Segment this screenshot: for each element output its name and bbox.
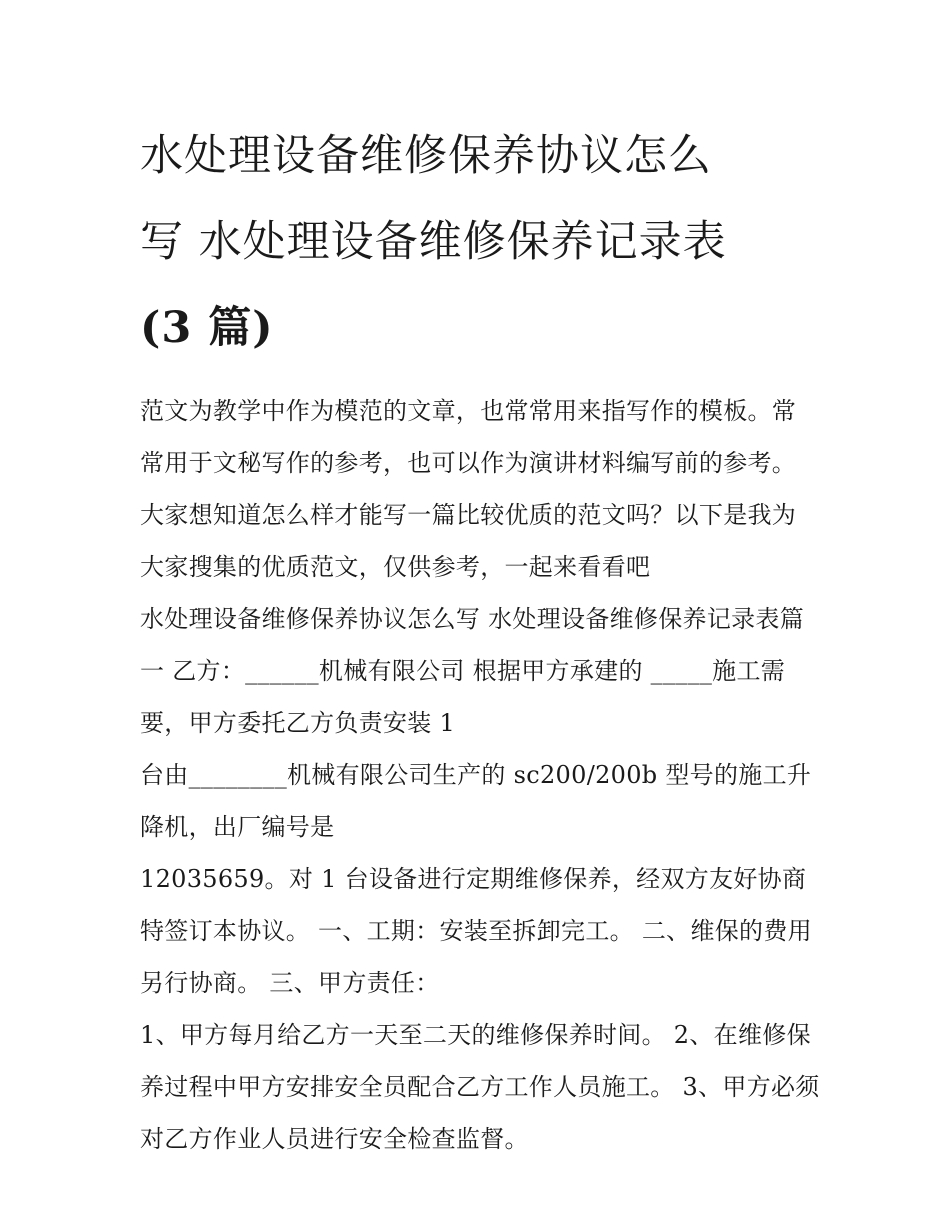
title-line-1: 水处理设备维修保养协议怎么	[140, 131, 712, 181]
document-content	[140, 113, 820, 1165]
paragraph-terms: 12035659。对 1 台设备进行定期维修保养，经双方友好协商特签订本协议。 一、工期：安装至拆卸完工。 二、维保的费用另行协商。 三、甲方责任：	[140, 865, 812, 997]
paragraph-equipment: 台由________机械有限公司生产的 sc200/200b 型号的施工升降机，出厂编号是	[140, 761, 812, 841]
title-line-2: 写 水处理设备维修保养记录表	[140, 217, 727, 267]
paragraph-responsibilities: 1、甲方每月给乙方一天至二天的维修保养时间。 2、在维修保养过程中甲方安排安全员配合乙方工作人员施工。 3、甲方必须对乙方作业人员进行安全检查监督。	[140, 1021, 820, 1153]
document-title	[140, 113, 820, 371]
paragraph-intro: 范文为教学中作为模范的文章，也常常用来指写作的模板。常常用于文秘写作的参考，也可以作为演讲材料编写前的参考。大家想知道怎么样才能写一篇比较优质的范文吗？以下是我为大家搜集的优质范文，仅供参考，一起来看看吧	[140, 397, 797, 581]
title-line-3: (3 篇)	[140, 303, 274, 353]
paragraph-agreement-parties: 水处理设备维修保养协议怎么写 水处理设备维修保养记录表篇一 乙方：______机械有限公司 根据甲方承建的 _____施工需要，甲方委托乙方负责安装 1	[140, 605, 805, 737]
document-body	[140, 385, 820, 1165]
